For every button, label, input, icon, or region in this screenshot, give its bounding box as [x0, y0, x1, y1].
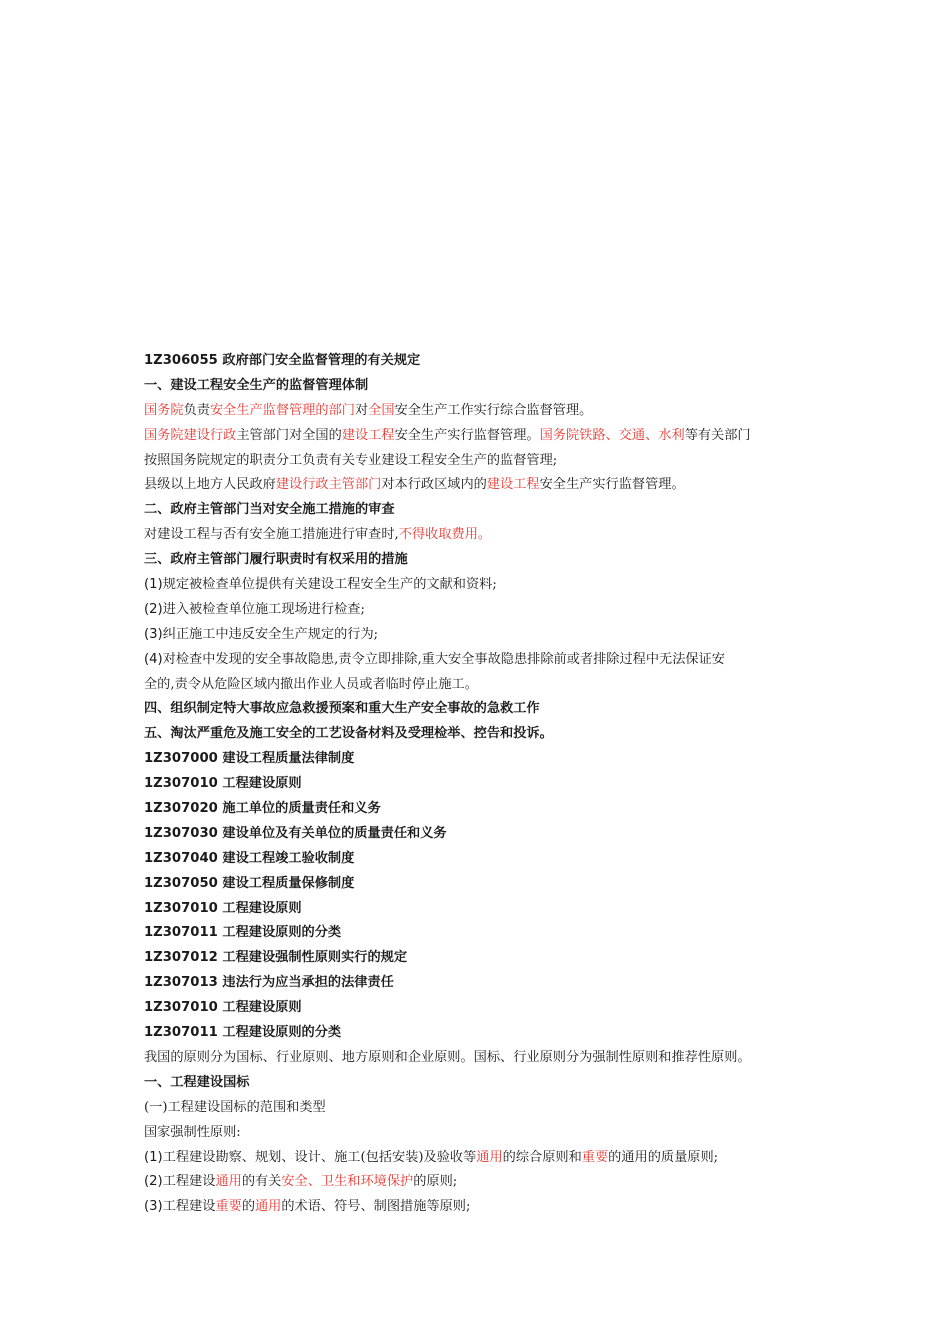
text-segment: 的综合原则和 — [502, 1149, 582, 1165]
section-heading — [144, 349, 824, 374]
text-segment: (2) — [144, 1174, 163, 1190]
text-segment: 1Z306055 — [144, 353, 223, 368]
text-segment: 建设工程质量保修制度 — [222, 875, 355, 891]
text-segment: 按照国务院规定的职责分工负责有关专业建设工程安全生产的监督管理; — [144, 452, 558, 468]
body-text-line — [144, 623, 824, 648]
highlighted-text: 安全生产监督管理的部门 — [209, 402, 355, 418]
body-text-line — [144, 573, 824, 598]
body-text-line — [144, 523, 824, 548]
text-segment: (3) — [144, 1199, 163, 1215]
highlighted-text: 国务院铁路、交通、水利 — [539, 427, 685, 443]
text-segment: 1Z307011 — [144, 925, 223, 941]
text-segment: 1Z307050 — [144, 875, 223, 891]
text-segment: 1Z307013 — [144, 975, 223, 991]
section-heading — [144, 797, 824, 822]
text-segment: 等有关部门 — [684, 427, 751, 443]
text-segment: 的有关 — [241, 1174, 282, 1190]
text-segment: 工程建设原则 — [222, 900, 302, 916]
text-segment: 工程建设强制性原则实行的规定 — [222, 950, 408, 966]
highlighted-text: 全国 — [368, 402, 395, 418]
highlighted-text: 通用 — [255, 1199, 282, 1215]
text-segment: 1Z307010 — [144, 900, 223, 916]
highlighted-text: 重要 — [581, 1149, 609, 1165]
text-segment: 1Z307040 — [144, 850, 223, 866]
section-heading — [144, 548, 824, 573]
section-heading — [144, 946, 824, 971]
section-heading — [144, 996, 824, 1021]
text-segment: 规定被检查单位提供有关建设工程安全生产的文献和资料; — [162, 577, 497, 593]
text-segment: 主管部门对全国的 — [236, 427, 342, 443]
highlighted-text: 不得收取费用。 — [398, 527, 492, 543]
section-heading — [144, 772, 824, 797]
text-segment: 对建设工程与否有安全施工措施进行审查时, — [144, 527, 399, 543]
highlighted-text: 建设行政主管部门 — [275, 477, 382, 493]
section-heading — [144, 697, 824, 722]
section-heading — [144, 747, 824, 772]
highlighted-text: 重要 — [215, 1199, 242, 1215]
text-segment: 违法行为应当承担的法律责任 — [222, 975, 394, 991]
text-segment: 纠正施工中违反安全生产规定的行为; — [162, 626, 379, 642]
text-segment: 工程建设原则的分类 — [222, 925, 342, 941]
text-segment: 建设工程质量法律制度 — [222, 751, 355, 767]
body-text-line — [144, 1195, 824, 1220]
text-segment: 工程建设原则 — [222, 1000, 302, 1016]
text-segment: 对 — [355, 402, 369, 418]
text-segment: 四、组织制定特大事故应急救援预案和重大生产安全事故的急救工作 — [144, 701, 540, 717]
text-segment: 的通用的质量原则; — [608, 1149, 719, 1165]
text-segment: 施工单位的质量责任和义务 — [222, 801, 381, 817]
section-heading — [144, 921, 824, 946]
highlighted-text: 国务院 — [144, 402, 184, 418]
body-text-line — [144, 1096, 824, 1121]
text-segment: 1Z307000 — [144, 751, 223, 767]
text-segment: 进入被检查单位施工现场进行检查; — [162, 601, 365, 617]
text-segment: 1Z307011 — [144, 1025, 223, 1041]
section-heading — [144, 847, 824, 872]
section-heading — [144, 1071, 824, 1096]
text-segment: 工程建设原则的分类 — [222, 1025, 342, 1041]
text-segment: 工程建设勘察、规划、设计、施工(包括安装)及验收等 — [162, 1149, 477, 1165]
highlighted-text: 安全、卫生和环境保护 — [281, 1174, 414, 1190]
text-segment: 的原则; — [413, 1174, 458, 1190]
text-segment: 对检查中发现的安全事故隐患,责令立即排除,重大安全事故隐患排除前或者排除过程中无法保证安 — [162, 651, 725, 667]
body-text-line — [144, 449, 824, 474]
text-segment: 一、建设工程安全生产的监督管理体制 — [144, 377, 369, 393]
text-segment: 的 — [241, 1199, 255, 1215]
body-text-line — [144, 473, 824, 498]
text-segment: 负责 — [183, 402, 210, 418]
text-segment: 安全生产实行监督管理。 — [539, 477, 685, 493]
text-segment: (3) — [144, 626, 163, 642]
highlighted-text: 建设工程 — [341, 427, 395, 443]
text-segment: 安全生产工作实行综合监督管理。 — [394, 402, 593, 418]
body-text-line — [144, 648, 824, 673]
text-segment: (4) — [144, 651, 163, 667]
text-segment: 政府部门安全监督管理的有关规定 — [222, 353, 421, 368]
text-segment: 一、工程建设国标 — [144, 1074, 250, 1090]
text-segment: 县级以上地方人民政府 — [144, 477, 276, 493]
text-segment: 1Z307012 — [144, 950, 223, 966]
text-segment: 二、政府主管部门当对安全施工措施的审查 — [144, 502, 395, 518]
text-segment: 我国的原则分为国标、行业原则、地方原则和企业原则。国标、行业原则分为强制性原则和推荐性原则。 — [144, 1049, 751, 1065]
body-text-line — [144, 598, 824, 623]
section-heading — [144, 374, 824, 399]
text-segment: 五、淘汰严重危及施工安全的工艺设备材料及受理检举、控告和投诉。 — [144, 726, 553, 742]
text-segment: 1Z307030 — [144, 825, 223, 841]
text-segment: 全的,责令从危险区域内撤出作业人员或者临时停止施工。 — [144, 676, 478, 692]
text-segment: 工程建设 — [162, 1174, 216, 1190]
text-segment: (1) — [144, 1149, 163, 1165]
section-heading — [144, 872, 824, 897]
body-text-line — [144, 399, 824, 424]
highlighted-text: 建设工程 — [486, 477, 540, 493]
text-segment: (1) — [144, 577, 163, 593]
body-text-line — [144, 1121, 824, 1146]
text-segment: 建设工程竣工验收制度 — [222, 850, 355, 866]
document-body — [144, 349, 824, 1220]
body-text-line — [144, 424, 824, 449]
highlighted-text: 通用 — [215, 1174, 242, 1190]
section-heading — [144, 1021, 824, 1046]
body-text-line — [144, 673, 824, 698]
text-segment: 对本行政区域内的 — [381, 477, 487, 493]
body-text-line — [144, 1146, 824, 1171]
highlighted-text: 通用 — [476, 1149, 503, 1165]
section-heading — [144, 722, 824, 747]
text-segment: 的术语、符号、制图措施等原则; — [281, 1199, 471, 1215]
text-segment: 建设单位及有关单位的质量责任和义务 — [222, 825, 447, 841]
text-segment: 1Z307010 — [144, 776, 223, 792]
section-heading — [144, 498, 824, 523]
text-segment: 工程建设 — [162, 1199, 216, 1215]
text-segment: 三、政府主管部门履行职责时有权采用的措施 — [144, 552, 408, 568]
text-segment: (一)工程建设国标的范围和类型 — [144, 1099, 326, 1115]
text-segment: (2) — [144, 601, 163, 617]
text-segment: 1Z307010 — [144, 1000, 223, 1016]
section-heading — [144, 897, 824, 922]
section-heading — [144, 822, 824, 847]
text-segment: 工程建设原则 — [222, 776, 302, 792]
text-segment: 国家强制性原则: — [144, 1124, 241, 1140]
section-heading — [144, 971, 824, 996]
highlighted-text: 国务院建设行政 — [144, 427, 237, 443]
text-segment: 1Z307020 — [144, 801, 223, 817]
body-text-line — [144, 1170, 824, 1195]
text-segment: 安全生产实行监督管理。 — [394, 427, 540, 443]
body-text-line — [144, 1046, 824, 1071]
